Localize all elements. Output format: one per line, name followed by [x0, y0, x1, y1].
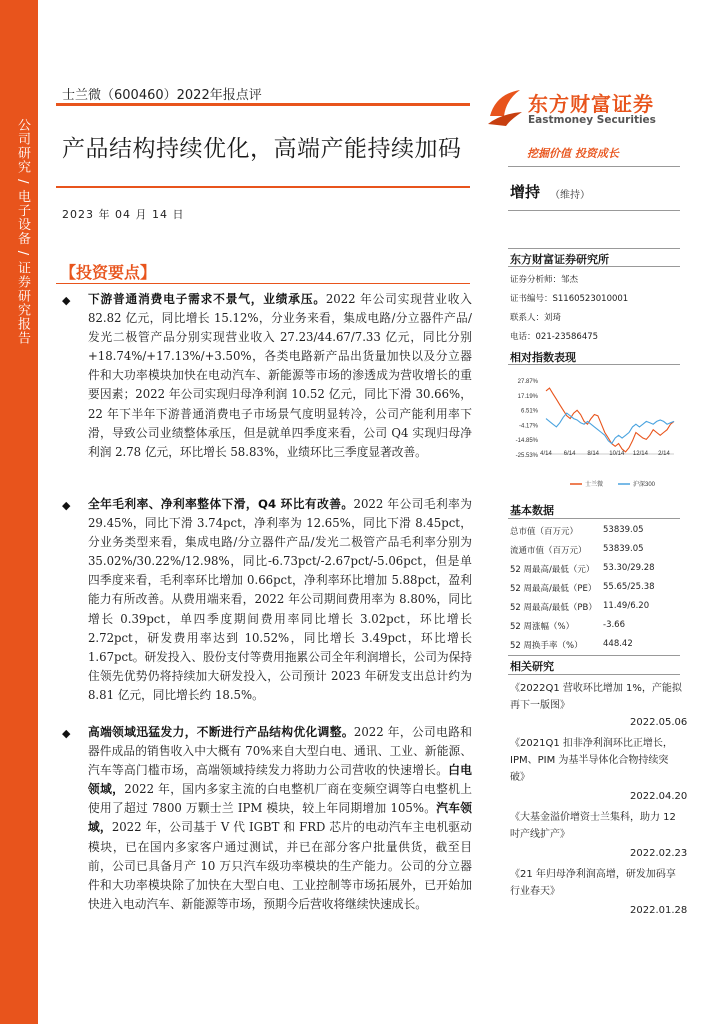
- paragraph-3-body-a: 2022 年，公司电路和器件成品的销售收入中大概有 70%来自大型白电、通讯、工业、新能源、汽车等高门槛市场，高端领域持续发力将助力公司营收的快速增长。: [88, 725, 472, 778]
- related-date: 2022.05.06: [630, 717, 688, 728]
- page-title: 产品结构持续优化，高端产能持续加码: [62, 136, 462, 162]
- brand-logo: [486, 86, 672, 130]
- report-date: 2023 年 04 月 14 日: [62, 208, 185, 221]
- bullet-icon: ◆: [62, 727, 71, 740]
- section-heading: 【投资要点】: [60, 263, 157, 282]
- institute-name: 东方财富证券研究所: [510, 253, 609, 266]
- x-tick-label: 12/14: [632, 451, 648, 457]
- relative-performance-chart: [508, 374, 680, 496]
- phone-line: 电话：021-23586475: [510, 332, 599, 342]
- slogan: 挖掘价值 投资成长: [527, 147, 619, 160]
- paragraph-2-lead: 全年毛利率、净利率整体下滑，Q4 环比有改善。: [88, 497, 354, 511]
- basic-data-label: 52 周最高/最低（PB）: [510, 603, 597, 613]
- analyst-line: 证券分析师：邹杰: [510, 275, 579, 285]
- chart-title: 相对指数表现: [510, 351, 576, 364]
- paragraph-2-body: 2022 年公司毛利率为 29.45%，同比下滑 3.74pct，净利率为 12.65%，同比下滑 8.45pct，分业务类型来看，集成电路/分立器件产品/发光二极管产品毛利率分别为 35.02%/30.22%/12.98%，同比-6.73pct/-2.67pct/-5.06pct，但是单四季度来看，毛利率环比增加 0.66pct，净利率环比增加 5.88pct，盈利能力有所改善。从费用端来看，2022 年公司期间费用率为 8.80%，同比增长 0.39pct，单四季度期间费用率同比增长 3.02pct，环比增长 2.72pct，研发费用率达到 10.52%，同比增长 3.49pct，环比增长 1.67pct。研发投入、股份支付等费用拖累公司全年利润增长，公司为保持住领先优势仍将持续加大研发投入，公司预计 2023 年研发支出总计约为 8.81 亿元，同比增长约 18.5%。: [88, 497, 472, 702]
- rating: 增持: [510, 183, 541, 201]
- basic-data-row: [510, 601, 680, 613]
- related-date: 2022.01.28: [630, 905, 688, 916]
- basic-data-row: [510, 544, 680, 556]
- series-line-1: [546, 413, 674, 444]
- paragraph-2: [88, 495, 472, 705]
- basic-data-value: -3.66: [603, 620, 625, 630]
- basic-data-row: [510, 525, 680, 537]
- brand-name-en: Eastmoney Securities: [528, 114, 656, 126]
- basic-data-label: 52 周最高/最低（PE）: [510, 584, 597, 594]
- slogan-divider: [508, 166, 680, 167]
- legend-label: 沪深300: [633, 482, 656, 488]
- basic-data-row: [510, 620, 680, 632]
- y-tick-label: -4.17%: [518, 423, 538, 430]
- header-divider: [56, 103, 470, 106]
- x-tick-label: 8/14: [587, 451, 600, 457]
- x-tick-label: 2/14: [658, 451, 670, 457]
- related-date: 2022.02.23: [630, 848, 688, 859]
- x-tick-label: 10/14: [609, 451, 625, 457]
- side-banner-label: 公司研究 / 电子设备 / 证券研究报告: [15, 118, 30, 346]
- basic-data-value: 53839.05: [603, 525, 644, 535]
- rating-sub: （维持）: [550, 190, 590, 201]
- related-item[interactable]: 《21 年归母净利润高增，研发加码享行业春天》: [510, 869, 676, 897]
- related-title: 相关研究: [510, 660, 554, 673]
- related-item[interactable]: 《大基金溢价增资士兰集科，助力 12 吋产线扩产》: [510, 812, 676, 840]
- section-divider: [56, 283, 470, 284]
- basic-data-row: [510, 582, 680, 594]
- basic-data-value: 55.65/25.38: [603, 582, 655, 592]
- related-divider: [508, 674, 680, 675]
- cert-line: 证书编号：S1160523010001: [510, 294, 629, 304]
- paragraph-3-body-b: 2022 年，国内多家主流的白电整机厂商在变频空调等白电整机上使用了超过 7800 万颗士兰 IPM 模块，较上年同期增加 105%。: [88, 782, 472, 816]
- basic-data-label: 52 周换手率（%）: [510, 641, 583, 651]
- related-item[interactable]: 《2022Q1 营收环比增加 1%，产能拟再下一版图》: [510, 683, 682, 711]
- legend-label: 士兰微: [585, 482, 604, 488]
- basic-data-label: 流通市值（百万元）: [510, 546, 587, 556]
- bullet-icon: ◆: [62, 499, 71, 512]
- paragraph-1-lead: 下游普通消费电子需求不景气，业绩承压。: [88, 292, 326, 306]
- paragraph-3-lead-b: 白电领域，: [88, 763, 472, 797]
- basic-data-label: 总市值（百万元）: [510, 527, 579, 537]
- x-tick-label: 6/14: [563, 451, 576, 457]
- paragraph-3-body-c: 2022 年，公司基于 V 代 IGBT 和 FRD 芯片的电动汽车主电机驱动模块，已在国内多家客户通过测试，并已在部分客户批量供货，截至目前，公司已具备月产 10 万只汽车级功率模块的生产能力。公司的分立器件和大功率模块除了加快在大型白电、工业控制等市场拓展外，已开始加快进入电动汽车、新能源等市场，预期今后营收将继续快速成长。: [88, 820, 472, 911]
- basic-data-label: 52 周最高/最低（元）: [510, 565, 595, 575]
- basic-data-divider-bottom: [508, 655, 680, 656]
- basic-data-title: 基本数据: [510, 504, 554, 517]
- bullet-icon: ◆: [62, 294, 71, 307]
- rating-divider: [508, 210, 680, 211]
- title-divider: [56, 186, 470, 188]
- y-tick-label: -14.85%: [515, 438, 538, 445]
- y-tick-label: 27.87%: [517, 379, 538, 385]
- brand-mark-icon: [486, 86, 524, 128]
- contact-line: 联系人：刘琦: [510, 313, 562, 323]
- basic-data-value: 53839.05: [603, 544, 644, 554]
- basic-data-value: 11.49/6.20: [603, 601, 650, 611]
- y-tick-label: 6.51%: [520, 408, 538, 415]
- paragraph-3-lead-c: 汽车领域，: [88, 801, 472, 835]
- paragraph-1-body: 2022 年公司实现营业收入 82.82 亿元，同比增长 15.12%，分业务来看，集成电路/分立器件产品/发光二极管产品分别实现营业收入 27.23/44.67/7.33 亿元，同比分别+18.74%/+17.13%/+3.50%，各类电路新产品出货量加快以及分立器件和大功率模块加快在电动汽车、新能源等市场的渗透成为营收增长的重要因素；2022 年公司实现归母净利润 10.52 亿元，同比下滑 30.66%，22 年下半年下游普通消费电子市场景气度明显转冷，公司产能利用率下滑，导致公司业绩整体承压，但是就单四季度来看，公司 Q4 实现归母净利润 2.78 亿元，环比增长 58.83%，业绩环比三季度显著改善。: [88, 292, 472, 459]
- y-tick-label: 17.19%: [517, 393, 538, 400]
- basic-data-value: 53.30/29.28: [603, 563, 655, 573]
- related-date: 2022.04.20: [630, 791, 688, 802]
- basic-data-row: [510, 563, 680, 575]
- y-tick-label: -25.53%: [515, 453, 538, 459]
- x-tick-label: 4/14: [540, 451, 552, 457]
- paragraph-1: [88, 290, 472, 462]
- basic-data-row: [510, 639, 680, 651]
- company-line: 士兰微（600460）2022年报点评: [62, 88, 262, 103]
- related-item[interactable]: 《2021Q1 扣非净利润环比正增长，IPM、PIM 为基半导体化合物持续突破》: [510, 738, 673, 783]
- basic-data-value: 448.42: [603, 639, 633, 649]
- side-banner: [0, 0, 38, 1024]
- institute-divider-top: [508, 248, 680, 249]
- chart-title-divider: [508, 364, 680, 365]
- institute-divider: [508, 266, 680, 267]
- brand-name-cn: 东方财富证券: [528, 92, 654, 116]
- basic-data-label: 52 周涨幅（%）: [510, 622, 575, 632]
- paragraph-3: [88, 723, 472, 914]
- paragraph-3-lead: 高端领域迅猛发力，不断进行产品结构优化调整。: [88, 725, 354, 739]
- basic-data-divider: [508, 518, 680, 519]
